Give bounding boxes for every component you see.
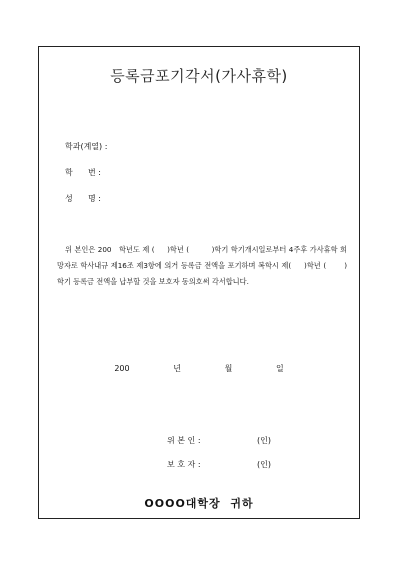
department-label: 학과(계열) : xyxy=(65,141,108,151)
department-field xyxy=(65,133,111,159)
date-line: 200 년 월 일 xyxy=(114,364,284,373)
student-number-field xyxy=(65,159,111,185)
signature-self-seal: (인) xyxy=(257,436,271,445)
pledge-paragraph xyxy=(57,242,347,290)
name-field xyxy=(65,185,111,211)
signature-guardian-seal: (인) xyxy=(257,460,271,469)
student-number-label: 학 번 : xyxy=(65,167,101,177)
document-frame xyxy=(38,46,360,519)
signature-self-role: 위 본 인 : xyxy=(167,436,201,445)
pledge-text: 위 본인은 200 학년도 제 ( )학년 ( )학기 학기개시일로부터 4주후 가사휴학 희망자로 학사내규 제16조 제3항에 의거 등록금 전액을 포기하며 복학시 제( )학년 ( )학기 등록금 전액을 납부할 것을 보호자 동의호써 각서합니다. xyxy=(57,245,347,286)
document-title: 등록금포기각서(가사휴학) xyxy=(110,67,288,85)
recipient-line: OOOO대학장 귀하 xyxy=(144,497,254,510)
signature-guardian-role: 보 호 자 : xyxy=(167,460,201,469)
name-label: 성 명 : xyxy=(65,193,101,203)
applicant-fields xyxy=(65,133,111,211)
signature-self xyxy=(167,435,271,446)
signature-guardian xyxy=(167,459,271,470)
